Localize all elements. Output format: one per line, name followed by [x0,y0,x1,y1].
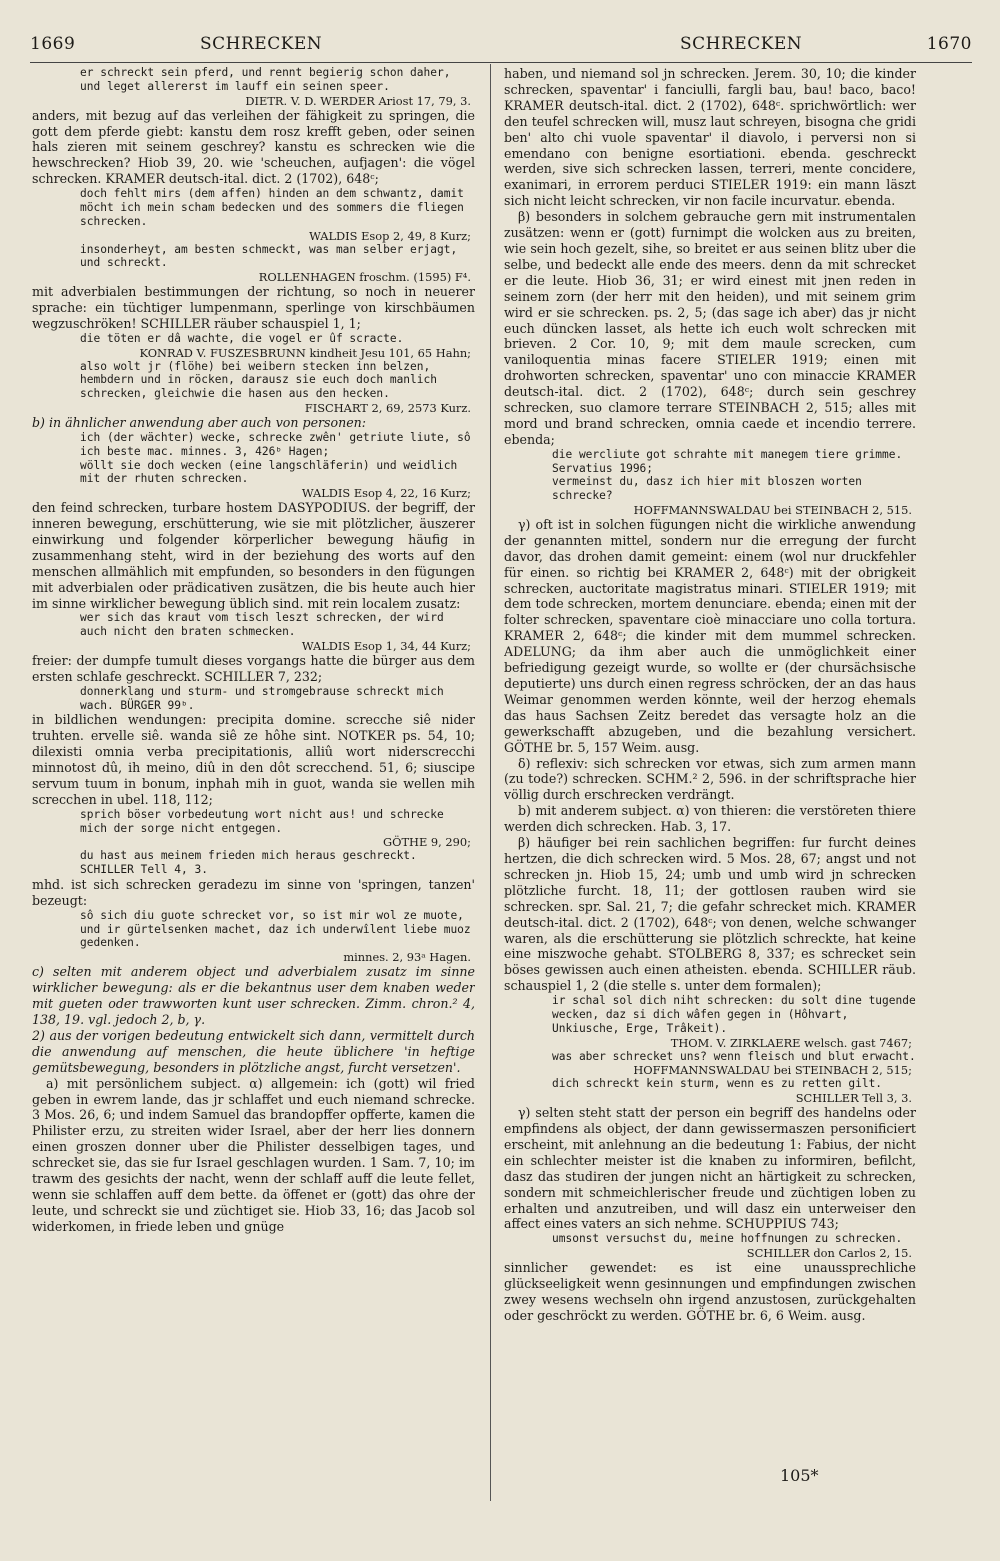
quotation: also wolt jr (flöhe) bei weibern stecken inn belzen, hembdern und in röcken, darausz sie euch doch manlich schrecken, gleichwie die hasen aus den hecken. [80,359,437,401]
entry-paragraph: β) häufiger bei rein sachlichen begriffen: fur furcht deines hertzen, die dich schrecken wird. 5 Mos. 28, 67; angst und not schrecken jn. Hiob 15, 24; umb und umb wird jn schrecken plötzliche furcht. 18, 11; der gottlosen rauben wird sie schrecken. spr. Sal. 21, 7; die gefahr schrecket mich. KRAMER deutsch-ital. dict. 2 (1702), 648ᶜ; von denen, welche schwanger waren, als die erschütterung sie plötzlich schreckte, hat keine eine miszwoche gehabt. STOLBERG 8, 337; es schrecket sein böses gewissen auch einen atheisten. ebenda. SCHILLER räub. schauspiel 1, 2 (die stelle s. unter dem formalen); [504,835,916,994]
entry-paragraph: freier: der dumpfe tumult dieses vorgangs hatte die bürger aus dem ersten schlafe geschreckt. SCHILLER 7, 232; [32,653,475,684]
quotation: was aber schrecket uns? wenn fleisch und blut erwacht. [552,1049,916,1063]
entry-paragraph: δ) reflexiv: sich schrecken vor etwas, sich zum armen mann (zu tode?) schrecken. SCHM.² 2, 596. in der schriftsprache hier völlig durch erschrecken verdrängt. [504,755,916,803]
quotation: die töten er dâ wachte, die vogel er ûf scracte. [80,331,404,345]
quotation: wer sich das kraut vom tisch leszt schrecken, der wird auch nicht den braten schmecken. [80,611,444,639]
entry-paragraph: sinnlicher gewendet: es ist eine unaussprechliche glückseeligkeit wenn gesinnungen und empfindungen zwischen zwey wesens wechseln ohn irgend anzustosen, zurückgehalten oder geschröckt zu werden. GÖTHE br. 6, 6 Weim. ausg. [504,1260,916,1323]
citation: minnes. 2, 93ᵃ Hagen. [343,950,471,965]
citation: HOFFMANNSWALDAU bei STEINBACH 2, 515. [633,502,912,517]
citation: HOFFMANNSWALDAU bei STEINBACH 2, 515; [633,1063,912,1078]
quotation: die wercliute got schrahte mit manegem tiere grimme. Servatius 1996; [552,447,903,475]
entry-paragraph: 2) aus der vorigen bedeutung entwickelt sich dann, vermittelt durch die anwendung auf menschen, die heute üblichere 'in heftige gemütsbewegung, besonders in plötzliche angst, furcht versetzen'. [32,1027,475,1075]
quotation: sô sich diu guote schrecket vor, so ist mir wol ze muote, und ir gürtelsenken machet, daz ich underwîlent liebe muoz gedenken. [80,908,471,950]
quotation: sprich böser vorbedeutung wort nicht aus! und schrecke mich der sorge nicht entgegen. [80,807,444,835]
quotation: insonderheyt, am besten schmeckt, was man selber erjagt, und schreckt. [80,242,458,270]
quotation: wöllt sie doch wecken (eine langschläferin) und weidlich mit der rhuten schrecken. [80,458,458,486]
entry-paragraph: γ) oft ist in solchen fügungen nicht die wirkliche anwendung der genannten mittel, sondern nur die erregung der furcht davor, das drohen damit gemeint: einem (wol nur druckfehler für einen. so richtig bei KRAMER 2, 648ᶜ) mit der obrigkeit schrecken, auctoritate magistratus minari. STIELER 1919; mit dem tode schrecken, mortem denunciare. ebenda; einen mit der folter schrecken, spaventare cioè minacciare uno colla tortura. KRAMER 2, 648ᶜ; die kinder mit dem mummel schrecken. ADELUNG; da ihm aber auch die unmöglichkeit einer befriedigung gezeigt wurde, so wollte er (der chursächsische deputierte) uns durch einen regress schröcken, der an das haus Weimar genommen werden könnte, weil der herzog ehemals das haus Sachsen Zeitz beredet das versagte holz an die gewerkschafft abzugeben, und die bezahlung versichert. GÖTHE br. 5, 157 Weim. ausg. [504,516,916,755]
quotation: donnerklang und sturm- und stromgebrause schreckt mich wach. BÜRGER 99ᵇ. [80,684,444,712]
citation: THOM. V. ZIRKLAERE welsch. gast 7467; [670,1035,912,1050]
citation: KONRAD V. FUSZESBRUNN kindheit Jesu 101, 65 Hahn; [139,345,471,360]
entry-paragraph: den feind schrecken, turbare hostem DASYPODIUS. der begriff, der inneren bewegung, erschütterung, wie sie mit plötzlicher, äuszerer einwirkung und folgender körperlicher bewegung häufig in zusammenhang steht, wird in der beziehung des worts auf den menschen allmählich mit empfunden, so besonders in den fügungen mit adverbialen oder prädicativen zusätzen, die bis heute auch hier im sinne wirklicher bewegung üblich sind. mit rein localem zusatz: [32,500,475,611]
entry-paragraph: β) besonders in solchem gebrauche gern mit instrumentalen zusätzen: wenn er (gott) furnimpt die wolcken aus zu breiten, wie sein hoch gezelt, sihe, so breitet er aus seinen blitz uber die selbe, und bedeckt alle ende des meers. denn da mit schrecket er die leute. Hiob 36, 31; er wird einest mit jnen reden in seinem zorn (der herr mit den heiden), und mit seinem grim wird er sie schrecken. ps. 2, 5; (das sage ich aber) das jr nicht euch düncken lasset, als hette ich euch wolt schrecken mit brieven. 2 Cor. 10, 9; mit dem maule screcken, cum vaniloquentia minas facere STIELER 1919; einen mit drohworten schrecken, spaventar' uno con minaccie KRAMER deutsch-ital. dict. 2 (1702), 648ᶜ; durch sein geschrey schrecken, suo clamore terrare STEINBACH 2, 515; alles mit mord und brand schrecken, omnia caede et incendio terrere. ebenda; [504,209,916,447]
citation: SCHILLER Tell 3, 3. [795,1091,912,1106]
entry-paragraph: a) mit persönlichem subject. α) allgemein: ich (gott) wil fried geben in ewrem lande, das jr schlaffet und euch niemand schrecke. 3 Mos. 26, 6; und indem Samuel das brandopffer opfferte, kamen die Philister erzu, zu streiten wider Israel, aber der herr lies donnern einen groszen donner uber die Philister desselbigen tages, und schrecket sie, das sie fur Israel geschlagen wurden. 1 Sam. 7, 10; im trawm des gesichts der nacht, wenn der schlaff auff die leute fellet, wenn sie schlaffen auff dem bette. da öffenet er (gott) das ohre der leute, und schreckt sie und züchtiget sie. Hiob 33, 16; das Jacob sol widerkomen, in friede leben und gnüge [32,1075,475,1234]
entry-paragraph: γ) selten steht statt der person ein begriff des handelns oder empfindens als object, der dann gewissermaszen personificiert erscheint, mit anlehnung an die bedeutung 1: Fabius, der nicht ein schlechter meister ist die knaben zu informiren, befilcht, dasz das studiren der jungen nicht an härtigkeit zu schrecken, sondern mit schmeichlerischer freude und züchtigen loben zu erhalten und anzutreiben, und will dasz ein unterweiser den affect eines vaters an sich nehme. SCHUPPIUS 743; [504,1105,916,1232]
quotation: vermeinst du, dasz ich hier mit bloszen worten schrecke? [552,475,862,503]
quotation: ich (der wächter) wecke, schrecke zwên' getriute liute, sô ich beste mac. minnes. 3, 426ᵇ Hagen; [80,430,471,458]
page-header [30,34,972,60]
citation: GÖTHE 9, 290; [383,835,471,850]
quotation: umsonst versuchst du, meine hoffnungen zu schrecken. [552,1232,903,1246]
entry-paragraph: anders, mit bezug auf das verleihen der fähigkeit zu springen, die gott dem pferde giebt: kanstu dem rosz krefft geben, oder seinen hals zieren mit seinem geschrey? kanstu es schrecken wie die hewschrecken? Hiob 39, 20. wie 'scheuchen, aufjagen': die vögel schrecken. KRAMER deutsch-ital. dict. 2 (1702), 648ᶜ; [32,107,475,187]
entry-paragraph: mhd. ist sich schrecken geradezu im sinne von 'springen, tanzen' bezeugt: [32,877,475,908]
citation: WALDIS Esop 4, 22, 16 Kurz; [301,486,471,501]
column-divider [490,64,491,1501]
signature-mark: 105* [780,1466,819,1485]
entry-paragraph: in bildlichen wendungen: precipita domine. screcche siê nider truhten. ervelle siê. wanda siê ze hôhe sint. NOTKER ps. 54, 10; dilexisti omnia verba precipitationis, alliû wort niderscrecchi minnotost dû, ih meino, diû in den dôt screcchend. 51, 6; siuscipe servum tuum in bonum, inphah mih in guot, wanda sie wellen mih screcchen in ubel. 118, 112; [32,712,475,807]
quotation: dich schreckt kein sturm, wenn es zu retten gilt. [552,1077,883,1091]
page-number-left: 1669 [30,34,76,54]
left-column [32,66,475,1546]
citation: FISCHART 2, 69, 2573 Kurz. [304,401,471,416]
citation: ROLLENHAGEN froschm. (1595) F⁴. [258,270,471,285]
entry-paragraph: mit adverbialen bestimmungen der richtung, so noch in neuerer sprache: ein tüchtiger lumpenmann, sperlinge von kirschbäumen wegzuschröken! SCHILLER räuber schauspiel 1, 1; [32,284,475,331]
citation: DIETR. V. D. WERDER Ariost 17, 79, 3. [245,93,471,108]
citation: WALDIS Esop 1, 34, 44 Kurz; [301,639,471,654]
quotation: er schreckt sein pferd, und rennt begierig schon daher, und leget allererst im lauff ein seinen speer. [80,66,451,93]
page-number-right: 1670 [926,34,972,54]
right-column [504,66,916,1480]
entry-paragraph: c) selten mit anderem object und adverbialem zusatz im sinne wirklicher bewegung: als er die bekantnus user dem knaben weder mit gueten oder trawworten kunt user schrecken. Zimm. chron.² 4, 138, 19. vgl. jedoch 2, b, γ. [32,964,475,1027]
quotation: doch fehlt mirs (dem affen) hinden an dem schwantz, damit möcht ich mein scham bedecken und des sommers die fliegen schrecken. [80,187,464,228]
quotation: ir schal sol dich niht schrecken: du solt dine tugende wecken, daz si dich wâfen gegen in (Hôhvart, Unkiusche, Erge, Trâkeit). [552,994,916,1035]
entry-paragraph: b) mit anderem subject. α) von thieren: die verstöreten thiere werden dich schrecken. Hab. 3, 17. [504,803,916,835]
running-title-right: SCHRECKEN [680,34,803,54]
entry-paragraph: b) in ähnlicher anwendung aber auch von personen: [32,415,366,431]
citation: WALDIS Esop 2, 49, 8 Kurz; [309,228,471,243]
quotation: du hast aus meinem frieden mich heraus geschreckt. SCHILLER Tell 4, 3. [80,849,417,877]
entry-paragraph: haben, und niemand sol jn schrecken. Jerem. 30, 10; die kinder schrecken, spaventar' i fanciulli, fargli bau, bau! baco, baco! KRAMER deutsch-ital. dict. 2 (1702), 648ᶜ. sprichwörtlich: wer den teufel schrecken will, musz laut schreyen, bisogna che gridi ben' alto chi vuole spaventar' il diavolo, i perversi non si emendano con benigne esortiationi. ebenda. geschreckt werden, sive sich schrecken lassen, terreri, mente concidere, exanimari, in errorem perduci STIELER 1919: ein mann läszt sich nicht leicht schrecken, vir non facile incurvatur. ebenda. [504,66,916,209]
header-rule [30,62,972,63]
running-title-left: SCHRECKEN [200,34,323,54]
citation: SCHILLER don Carlos 2, 15. [746,1246,912,1261]
